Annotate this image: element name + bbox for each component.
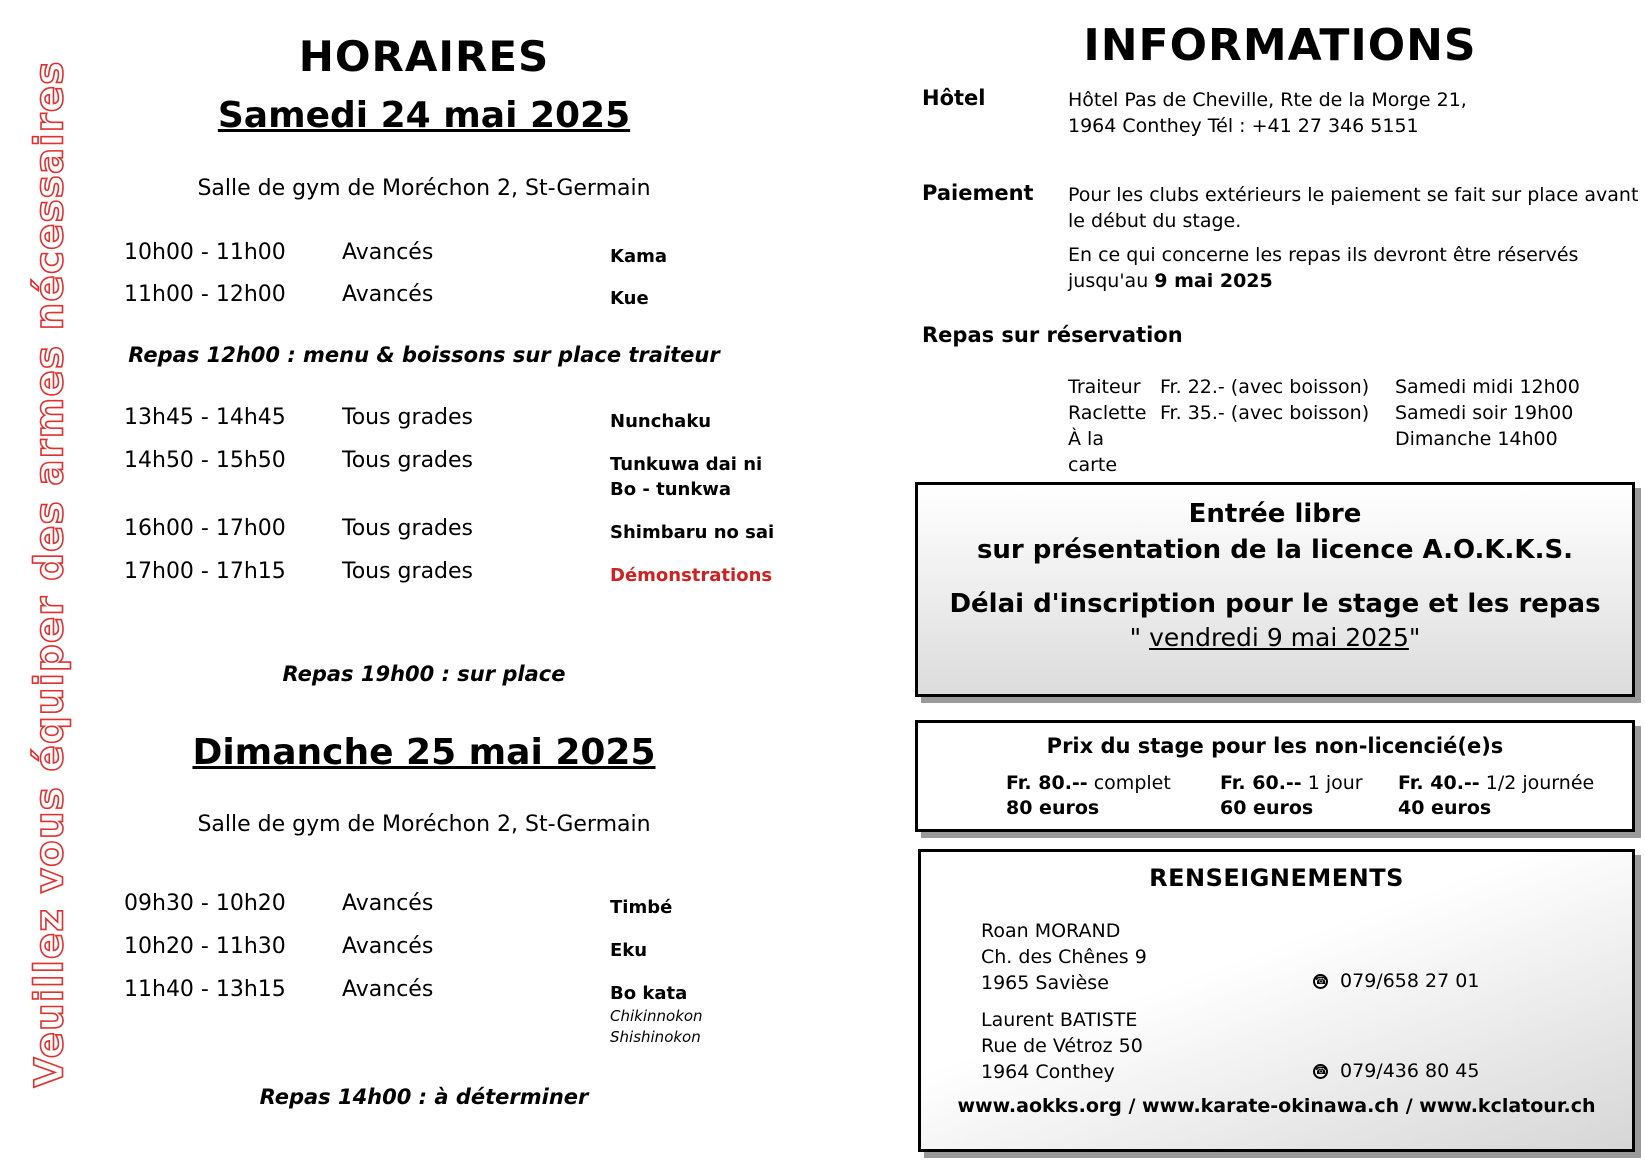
contact-street: Ch. des Chênes 9 — [981, 946, 1147, 968]
contact-street: Rue de Vétroz 50 — [981, 1035, 1143, 1057]
session-time: 17h00 - 17h15 — [124, 559, 286, 584]
meal-time: Samedi midi 12h00 — [1395, 376, 1580, 398]
payment-line — [1068, 268, 1643, 294]
sunday-date: Dimanche 25 mai 2025 — [192, 732, 656, 773]
price-euros: 40 euros — [1398, 797, 1492, 819]
price-euros: 80 euros — [1006, 797, 1100, 819]
schedule-row — [124, 448, 804, 508]
contact-box — [918, 849, 1635, 1152]
session-level: Avancés — [342, 934, 434, 959]
meals-prices — [1160, 374, 1390, 426]
sunday-meal: Repas 14h00 : à déterminer — [259, 1085, 589, 1109]
session-activity: Kama — [610, 246, 667, 267]
payment-deadline: 9 mai 2025 — [1154, 270, 1273, 292]
entry-box — [915, 482, 1635, 697]
sunday-venue: Salle de gym de Moréchon 2, St-Germain — [197, 812, 651, 837]
session-activity: Eku — [610, 940, 648, 961]
price-option — [1006, 771, 1171, 821]
contact-box-title: RENSEIGNEMENTS — [1149, 864, 1404, 892]
meal-time: Samedi soir 19h00 — [1395, 402, 1574, 424]
informations-title: INFORMATIONS — [1083, 20, 1477, 71]
hotel-line: 1964 Conthey Tél : +41 27 346 5151 — [1068, 115, 1419, 137]
session-time: 09h30 - 10h20 — [124, 891, 286, 916]
deadline-line — [918, 623, 1632, 652]
price-amount: Fr. 80.-- — [1006, 772, 1088, 794]
websites-link[interactable]: www.aokks.org / www.karate-okinawa.ch / www.kclatour.ch — [957, 1095, 1596, 1117]
contact-name: Roan MORAND — [981, 920, 1121, 942]
session-activity: Kue — [610, 288, 649, 309]
deadline-date: vendredi 9 mai 2025 — [1149, 623, 1409, 652]
contact-phone — [1313, 1060, 1479, 1082]
price-amount: Fr. 60.-- — [1220, 772, 1302, 794]
meal-time: Dimanche 14h00 — [1395, 428, 1558, 450]
payment-line: Pour les clubs extérieurs le paiement se fait sur place avant — [1068, 184, 1639, 206]
entry-line: Entrée libre — [1188, 499, 1362, 529]
activity-line: Bo kata — [610, 983, 688, 1004]
meals-label: Repas sur réservation — [922, 323, 1183, 347]
phone-number: 079/658 27 01 — [1340, 970, 1480, 992]
saturday-venue: Salle de gym de Moréchon 2, St-Germain — [197, 176, 651, 201]
saturday-lunch: Repas 12h00 : menu & boissons sur place traiteur — [128, 343, 720, 367]
price-box — [915, 720, 1635, 832]
contact-city: 1965 Savièse — [981, 972, 1109, 994]
payment-text-part: jusqu'au — [1068, 270, 1149, 292]
side-banner-text: Veuillez vous équiper des armes nécessaires — [27, 60, 73, 1088]
price-euros: 60 euros — [1220, 797, 1314, 819]
session-time: 11h00 - 12h00 — [124, 282, 286, 307]
hotel-address — [1068, 87, 1628, 139]
price-amount: Fr. 40.-- — [1398, 772, 1480, 794]
meals-names — [1068, 374, 1158, 478]
entry-line: sur présentation de la licence A.O.K.K.S. — [976, 535, 1574, 565]
session-level: Tous grades — [342, 516, 474, 541]
contact-entry — [981, 1007, 1143, 1085]
session-level: Avancés — [342, 891, 434, 916]
activity-line: Bo - tunkwa — [610, 479, 732, 500]
quote: " — [1408, 623, 1421, 652]
session-activity — [610, 981, 703, 1048]
price-label: 1 jour — [1307, 772, 1363, 794]
session-time: 13h45 - 14h45 — [124, 405, 286, 430]
session-level: Tous grades — [342, 559, 474, 584]
meal-name: À la carte — [1068, 428, 1118, 476]
session-time: 11h40 - 13h15 — [124, 977, 286, 1002]
saturday-date: Samedi 24 mai 2025 — [217, 95, 631, 136]
contact-city: 1964 Conthey — [981, 1061, 1115, 1083]
hotel-label: Hôtel — [922, 86, 986, 110]
session-time: 10h20 - 11h30 — [124, 934, 286, 959]
session-level: Tous grades — [342, 405, 474, 430]
price-option — [1220, 771, 1363, 821]
saturday-dinner: Repas 19h00 : sur place — [282, 662, 566, 686]
price-box-title: Prix du stage pour les non-licencié(e)s — [1046, 734, 1504, 758]
activity-line: Tunkuwa dai ni — [610, 454, 763, 475]
horaires-title: HORAIRES — [298, 32, 550, 81]
schedule-row — [124, 977, 804, 1057]
session-activity: Nunchaku — [610, 411, 712, 432]
phone-number: 079/436 80 45 — [1340, 1060, 1480, 1082]
payment-line: En ce qui concerne les repas ils devront être réservés — [1068, 244, 1579, 266]
phone-icon: ☎ — [1315, 976, 1328, 987]
session-time: 14h50 - 15h50 — [124, 448, 286, 473]
meals-times — [1395, 374, 1635, 452]
activity-sub: Shishinokon — [610, 1028, 701, 1046]
session-level: Tous grades — [342, 448, 474, 473]
meal-price: Fr. 22.- (avec boisson) — [1160, 376, 1370, 398]
activity-sub: Chikinnokon — [610, 1007, 703, 1025]
session-activity: Démonstrations — [610, 565, 773, 586]
price-label: complet — [1093, 772, 1171, 794]
contact-entry — [981, 918, 1147, 996]
meal-name: Raclette — [1068, 402, 1147, 424]
payment-text — [1068, 182, 1643, 294]
entry-line: Délai d'inscription pour le stage et les repas — [949, 589, 1601, 619]
session-level: Avancés — [342, 282, 434, 307]
session-activity: Timbé — [610, 897, 673, 918]
session-time: 16h00 - 17h00 — [124, 516, 286, 541]
quote: " — [1129, 623, 1150, 652]
contact-name: Laurent BATISTE — [981, 1009, 1138, 1031]
phone-icon: ☎ — [1315, 1066, 1328, 1077]
hotel-line: Hôtel Pas de Cheville, Rte de la Morge 21, — [1068, 89, 1467, 111]
session-level: Avancés — [342, 977, 434, 1002]
meal-price: Fr. 35.- (avec boisson) — [1160, 402, 1370, 424]
price-label: 1/2 journée — [1485, 772, 1595, 794]
schedule-row — [124, 282, 804, 342]
session-activity: Shimbaru no sai — [610, 522, 775, 543]
payment-label: Paiement — [922, 181, 1034, 205]
session-time: 10h00 - 11h00 — [124, 240, 286, 265]
meal-name: Traiteur — [1068, 376, 1141, 398]
schedule-row — [124, 559, 804, 619]
session-level: Avancés — [342, 240, 434, 265]
session-activity — [610, 452, 762, 502]
contact-phone — [1313, 970, 1479, 992]
payment-line: le début du stage. — [1068, 210, 1242, 232]
price-option — [1398, 771, 1594, 821]
side-banner — [28, 33, 72, 1115]
